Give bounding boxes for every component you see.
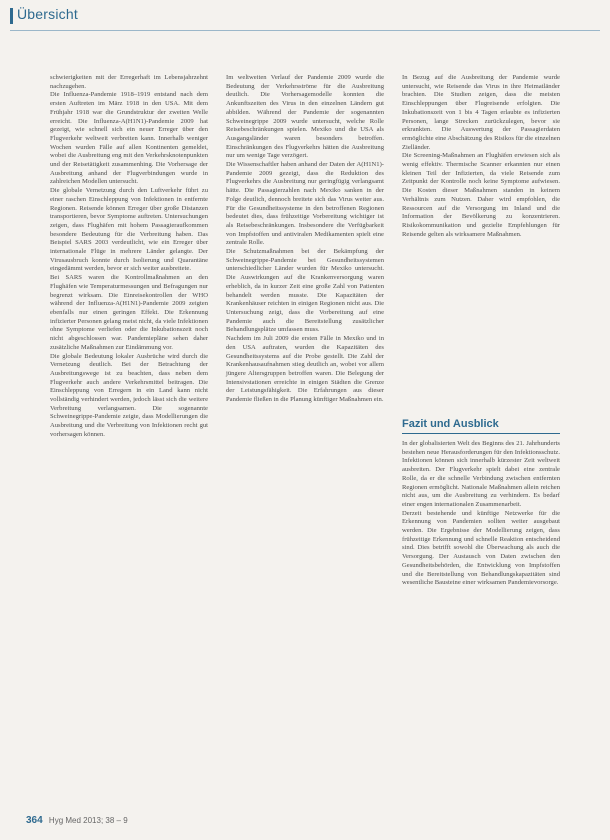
paragraph: Im weltweiten Verlauf der Pandemie 2009 wurde die Bedeutung der Verkehrsströme für die Ausbreitung deutlich. Die Vorhersagemodelle konnten die Ankunftszeiten des Virus in den einzelnen Ländern gut abbilden. Während der Pandemie der sogenannten Schweinegrippe 2009 wurde untersucht, welche Rolle Reisebeschränkungen spielen. Mexiko und die USA als Ausgangsländer waren besonders betroffen. Einschränkungen des Flugverkehrs hätten die Ausbreitung nur um wenige Tage verzögert. xyxy=(226,74,384,160)
header-accent-bar xyxy=(10,8,13,24)
paragraph: In der globalisierten Welt des Beginns des 21. Jahrhunderts bestehen neue Herausforderungen für den Infektionsschutz. Infektionen können sich innerhalb kürzester Zeit weltweit ausbreiten. Der Flugverkehr spielt dabei eine zentrale Rolle, da er die schnelle Verbindung zwischen entfernten Regionen ermöglicht. Nationale Maßnahmen allein reichen nicht aus, um die Ausbreitung zu verhindern. Es bedarf einer engen internationalen Zusammenarbeit. xyxy=(402,440,560,508)
conclusion-heading xyxy=(402,418,562,434)
paragraph: Die Wissenschaftler haben anhand der Daten der A(H1N1)-Pandemie 2009 gezeigt, dass die Reduktion des Flugverkehrs die Ausbreitung nur geringfügig verlangsamt hätte. Die Passagierzahlen nach Mexiko sanken in der Folge deutlich, dennoch breitete sich das Virus weiter aus. Für die Gesundheitssysteme in den betroffenen Regionen bedeutet dies, dass frühzeitige Vorbereitung wichtiger ist als Reisebeschränkungen. Insbesondere die Verfügbarkeit von Impfstoffen und antiviralen Medikamenten spielt eine zentrale Rolle. xyxy=(226,161,384,247)
text-column-3 xyxy=(402,74,560,239)
section-label: Übersicht xyxy=(17,6,78,22)
paragraph: Nachdem im Juli 2009 die ersten Fälle in Mexiko und in den USA auftraten, wurden die Kapazitäten des Gesundheitssystems auf die Probe gestellt. Die Zahl der Krankenhausaufnahmen stieg deutlich an, wobei vor allem jüngere Altersgruppen betroffen waren. Die Belegung der Intensivstationen erreichte in einigen Städten die Grenze der Leistungsfähigkeit. Die Erfahrungen aus dieser Pandemie fließen in die Planung künftiger Maßnahmen ein. xyxy=(226,335,384,404)
paragraph: In Bezug auf die Ausbreitung der Pandemie wurde untersucht, wie Reisende das Virus in ihre Heimatländer brachten. Die Studien zeigen, dass die meisten Einschleppungen über Flugreisende erfolgten. Die Inkubationszeit von 1 bis 4 Tagen erlaubte es infizierten Personen, lange Strecken zurückzulegen, bevor sie erkrankten. Die Auswertung der Passagierdaten ermöglichte eine Abschätzung des Risikos für die einzelnen Zielländer. xyxy=(402,74,560,151)
paragraph: Die Influenza-Pandemie 1918–1919 entstand nach dem ersten Auftreten im März 1918 in den USA. Mit dem Frühjahr 1918 war die Grundstruktur der zweiten Welle erreicht. Die Influenza-A(H1N1)-Pandemie 2009 hat gezeigt, wie schnell sich ein neuer Erreger über den Flugverkehr weltweit verbreiten kann. Innerhalb weniger Wochen wurden Fälle auf allen Kontinenten gemeldet, wobei die Ausbreitung eng mit den Verkehrsknotenpunkten und der Reisetätigkeit zusammenhing. Die Vorhersage der Ausbreitung anhand der Flugverbindungen wurde in zahlreichen Modellen untersucht. xyxy=(50,91,208,186)
conclusion-text xyxy=(402,440,560,588)
paragraph: Die Schutzmaßnahmen bei der Bekämpfung der Schweinegrippe-Pandemie bei Gesundheitssystemen unterschiedlicher Länder wurden für Mexiko untersucht. Die Auswirkungen auf die Krankenversorgung waren erheblich, da in kurzer Zeit eine große Zahl von Patienten behandelt werden musste. Die Kapazitäten der Krankenhäuser reichten in einigen Regionen nicht aus. Die Untersuchung zeigt, dass die Vorbereitung auf eine Pandemie auch die Bereitstellung zusätzlicher Behandlungsplätze umfassen muss. xyxy=(226,248,384,334)
paragraph: Derzeit bestehende und künftige Netzwerke für die Erkennung von Pandemien sollten weiter ausgebaut werden. Die Ergebnisse der Modellierung zeigen, dass frühzeitige Erkennung und schnelle Reaktion entscheidend sind. Dies betrifft sowohl die Überwachung als auch die Versorgung. Der Austausch von Daten zwischen den Gesundheitsbehörden, die Entwicklung von Impfstoffen und die Bereitstellung von Behandlungskapazitäten sind wesentliche Bausteine einer wirksamen Pandemievorsorge. xyxy=(402,509,560,587)
page-footer xyxy=(26,815,128,826)
paragraph: Die globale Bedeutung lokaler Ausbrüche wird durch die Vernetzung deutlich. Bei der Betrachtung der Ausbreitungswege ist zu beachten, dass neben dem Flugverkehr auch andere Verkehrsmittel beitragen. Die Einschleppung von Erregern in ein Land kann nicht vollständig verhindert werden, jedoch lässt sich die weitere Verbreitung verlangsamen. Die sogenannte Schweinegrippe-Pandemie zeigte, dass Modellierungen die Ausbreitung und die Verbreitung von Infektionen recht gut vorhersagen können. xyxy=(50,352,208,438)
header-rule xyxy=(10,30,600,31)
section-rule xyxy=(402,433,560,434)
page-number: 364 xyxy=(26,815,43,826)
text-column-1 xyxy=(50,74,208,440)
text-column-2 xyxy=(226,74,384,405)
journal-citation: Hyg Med 2013; 38 – 9 xyxy=(48,816,128,825)
paragraph: Bei SARS waren die Kontrollmaßnahmen an den Flughäfen wie Temperaturmessungen und Befragungen nur begrenzt wirksam. Die Einreisekontrollen der WHO während der Influenza-A(H1N1)-Pandemie 2009 zeigten ebenfalls nur einen geringen Effekt. Die Erkennung infizierter Personen gelang meist nicht, da viele Infektionen ohne Symptome verliefen oder die Inkubationszeit noch nicht abgeschlossen war. Pandemiepläne sehen daher zusätzliche Maßnahmen zur Eindämmung vor. xyxy=(50,274,208,351)
page-header xyxy=(0,0,610,33)
paragraph: Die Screening-Maßnahmen an Flughäfen erwiesen sich als wenig effektiv. Thermische Scanner erkannten nur einen kleinen Teil der Infizierten, da viele Reisende zum Zeitpunkt der Kontrolle noch keine Symptome aufwiesen. Die Kosten dieser Maßnahmen standen in keinem Verhältnis zum Nutzen. Daher wird empfohlen, die Ressourcen auf die Versorgung im Inland und die Information der Bevölkerung zu konzentrieren. Risikokommunikation und gezielte Empfehlungen für Reisende gelten als wirksamere Maßnahmen. xyxy=(402,152,560,238)
section-title: Fazit und Ausblick xyxy=(402,418,499,430)
paragraph: Die globale Vernetzung durch den Luftverkehr führt zu einer raschen Einschleppung von Infektionen in entfernte Regionen. Reisende können Erreger über große Distanzen transportieren, bevor Symptome auftreten. Untersuchungen zeigen, dass Flughäfen mit hohem Passagieraufkommen besondere Bedeutung für die Verbreitung haben. Das Beispiel SARS 2003 verdeutlicht, wie ein Erreger über internationale Flüge in mehrere Länder gelangte. Der Virusausbruch konnte durch Isolierung und Quarantäne eingedämmt werden, bevor er sich weiter ausbreitete. xyxy=(50,187,208,273)
paragraph: schwierigkeiten mit der Erregerhaft im Lebensjahrzehnt nachzugehen. xyxy=(50,74,208,90)
